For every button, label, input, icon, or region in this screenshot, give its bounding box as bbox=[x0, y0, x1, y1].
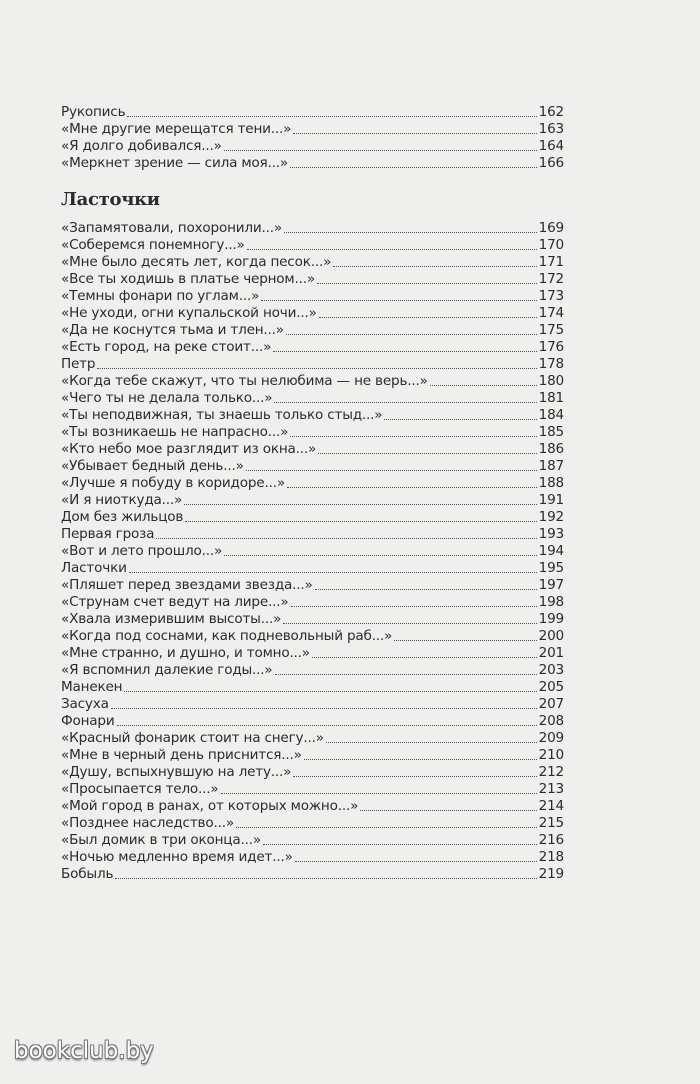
dot-leader bbox=[261, 298, 536, 301]
toc-entry-page: 180 bbox=[538, 373, 564, 389]
toc-entry-title: «Ночью медленно время идет...» bbox=[61, 849, 293, 865]
toc-entry-title: «Душу, вспыхнувшую на лету...» bbox=[61, 764, 292, 780]
toc-entry bbox=[61, 390, 564, 407]
toc-entry bbox=[61, 322, 564, 339]
toc-entry bbox=[61, 611, 564, 628]
toc-entry-title: «И я ниоткуда...» bbox=[61, 492, 183, 508]
toc-entry-title: «Мне странно, и душно, и томно...» bbox=[61, 645, 310, 661]
toc-entry-title: «Кто небо мое разглядит из окна...» bbox=[61, 441, 317, 457]
toc-entry bbox=[61, 155, 564, 172]
toc-entry bbox=[61, 849, 564, 866]
toc-entry-title: «Позднее наследство...» bbox=[61, 815, 234, 831]
dot-leader bbox=[333, 264, 536, 267]
watermark: bookclub.by bbox=[14, 1038, 154, 1064]
toc-entry-title: «Красный фонарик стоит на снегу...» bbox=[61, 730, 324, 746]
toc-entry bbox=[61, 730, 564, 747]
dot-leader bbox=[111, 706, 537, 709]
toc-entry-page: 208 bbox=[538, 713, 564, 729]
toc-list-section bbox=[61, 220, 564, 883]
toc-entry bbox=[61, 645, 564, 662]
dot-leader bbox=[275, 672, 537, 675]
dot-leader bbox=[360, 808, 536, 811]
toc-entry-title: Первая гроза bbox=[61, 526, 155, 542]
dot-leader bbox=[156, 536, 536, 539]
toc-entry-title: «Темны фонари по углам...» bbox=[61, 288, 260, 304]
toc-entry-title: «Да не коснутся тьма и тлен...» bbox=[61, 322, 284, 338]
toc-entry-title: «Мне было десять лет, когда песок...» bbox=[61, 254, 332, 270]
toc-entry-page: 174 bbox=[538, 305, 564, 321]
toc-entry bbox=[61, 509, 564, 526]
toc-entry bbox=[61, 373, 564, 390]
toc-entry bbox=[61, 713, 564, 730]
toc-entry-title: «Лучше я побуду в коридоре...» bbox=[61, 475, 285, 491]
toc-entry-title: «Есть город, на реке стоит...» bbox=[61, 339, 272, 355]
toc-entry-title: Рукопись bbox=[61, 104, 126, 120]
dot-leader bbox=[185, 519, 536, 522]
toc-entry-page: 187 bbox=[538, 458, 564, 474]
toc-entry-page: 169 bbox=[538, 220, 564, 236]
toc-entry bbox=[61, 356, 564, 373]
toc-entry-page: 215 bbox=[538, 815, 564, 831]
toc-entry bbox=[61, 560, 564, 577]
toc-entry-page: 166 bbox=[538, 155, 564, 171]
toc-entry-page: 176 bbox=[538, 339, 564, 355]
toc-entry bbox=[61, 492, 564, 509]
toc-entry-page: 219 bbox=[538, 866, 564, 882]
toc-entry bbox=[61, 339, 564, 356]
toc-entry-page: 185 bbox=[538, 424, 564, 440]
toc-entry-title: «Не уходи, огни купальской ночи...» bbox=[61, 305, 317, 321]
toc-entry-page: 192 bbox=[538, 509, 564, 525]
dot-leader bbox=[384, 417, 536, 420]
toc-entry-title: «Я долго добивался...» bbox=[61, 138, 222, 154]
dot-leader bbox=[236, 825, 537, 828]
toc-entry bbox=[61, 271, 564, 288]
toc-entry bbox=[61, 475, 564, 492]
toc-entry bbox=[61, 679, 564, 696]
dot-leader bbox=[291, 604, 537, 607]
dot-leader bbox=[319, 315, 537, 318]
dot-leader bbox=[394, 638, 536, 641]
toc-entry-page: 197 bbox=[538, 577, 564, 593]
section-heading: Ласточки bbox=[61, 189, 160, 210]
toc-entry-page: 175 bbox=[538, 322, 564, 338]
toc-entry-page: 164 bbox=[538, 138, 564, 154]
toc-entry-page: 212 bbox=[538, 764, 564, 780]
dot-leader bbox=[290, 434, 536, 437]
toc-entry-page: 216 bbox=[538, 832, 564, 848]
toc-entry-page: 195 bbox=[538, 560, 564, 576]
dot-leader bbox=[315, 587, 537, 590]
toc-entry bbox=[61, 407, 564, 424]
dot-leader bbox=[430, 383, 537, 386]
toc-entry-title: Засуха bbox=[61, 696, 109, 712]
toc-entry-page: 181 bbox=[538, 390, 564, 406]
toc-entry bbox=[61, 138, 564, 155]
toc-entry-title: «Был домик в три оконца...» bbox=[61, 832, 261, 848]
toc-entry-title: «Убывает бедный день...» bbox=[61, 458, 244, 474]
dot-leader bbox=[284, 230, 537, 233]
toc-entry-page: 178 bbox=[538, 356, 564, 372]
toc-entry-title: «Хвала измерившим высоты...» bbox=[61, 611, 282, 627]
toc-entry-title: «Ты возникаешь не напрасно...» bbox=[61, 424, 289, 440]
toc-entry-page: 207 bbox=[538, 696, 564, 712]
toc-entry-page: 199 bbox=[538, 611, 564, 627]
toc-entry bbox=[61, 237, 564, 254]
dot-leader bbox=[274, 400, 536, 403]
dot-leader bbox=[326, 740, 537, 743]
toc-entry-page: 184 bbox=[538, 407, 564, 423]
toc-entry-page: 214 bbox=[538, 798, 564, 814]
toc-entry bbox=[61, 254, 564, 271]
toc-entry-title: «Соберемся понемногу...» bbox=[61, 237, 245, 253]
dot-leader bbox=[304, 757, 537, 760]
toc-entry bbox=[61, 747, 564, 764]
dot-leader bbox=[293, 131, 536, 134]
toc-entry-page: 163 bbox=[538, 121, 564, 137]
toc-entry bbox=[61, 577, 564, 594]
toc-entry-page: 188 bbox=[538, 475, 564, 491]
toc-entry-title: Ласточки bbox=[61, 560, 127, 576]
toc-entry-page: 170 bbox=[538, 237, 564, 253]
dot-leader bbox=[295, 859, 537, 862]
dot-leader bbox=[127, 114, 536, 117]
toc-entry-page: 200 bbox=[538, 628, 564, 644]
dot-leader bbox=[246, 468, 537, 471]
dot-leader bbox=[221, 791, 537, 794]
toc-entry-page: 173 bbox=[538, 288, 564, 304]
toc-page bbox=[61, 104, 564, 883]
toc-entry-page: 191 bbox=[538, 492, 564, 508]
toc-entry-page: 171 bbox=[538, 254, 564, 270]
toc-entry-page: 203 bbox=[538, 662, 564, 678]
dot-leader bbox=[247, 247, 537, 250]
toc-entry-page: 198 bbox=[538, 594, 564, 610]
dot-leader bbox=[273, 349, 536, 352]
toc-entry-title: Дом без жильцов bbox=[61, 509, 184, 525]
dot-leader bbox=[224, 553, 537, 556]
toc-entry bbox=[61, 305, 564, 322]
dot-leader bbox=[184, 502, 537, 505]
toc-list-top bbox=[61, 104, 564, 172]
toc-entry-title: «Меркнет зрение — сила моя...» bbox=[61, 155, 288, 171]
toc-entry bbox=[61, 441, 564, 458]
toc-entry-title: «Мне в черный день приснится...» bbox=[61, 747, 302, 763]
dot-leader bbox=[97, 366, 536, 369]
dot-leader bbox=[129, 570, 537, 573]
dot-leader bbox=[287, 485, 537, 488]
toc-entry bbox=[61, 424, 564, 441]
toc-entry-title: «Мой город в ранах, от которых можно...» bbox=[61, 798, 359, 814]
toc-entry-title: «Когда под соснами, как подневольный раб...» bbox=[61, 628, 393, 644]
dot-leader bbox=[312, 655, 537, 658]
toc-entry-title: «Я вспомнил далекие годы...» bbox=[61, 662, 273, 678]
dot-leader bbox=[286, 332, 537, 335]
toc-entry-page: 210 bbox=[538, 747, 564, 763]
toc-entry-title: Фонари bbox=[61, 713, 115, 729]
toc-entry-title: Манекен bbox=[61, 679, 123, 695]
toc-entry bbox=[61, 526, 564, 543]
toc-entry-title: «Когда тебе скажут, что ты нелюбима — не верь...» bbox=[61, 373, 428, 389]
toc-entry-title: Петр bbox=[61, 356, 96, 372]
toc-entry-title: Бобыль bbox=[61, 866, 114, 882]
toc-entry-title: «Ты неподвижная, ты знаешь только стыд...» bbox=[61, 407, 383, 423]
toc-entry-title: «Мне другие мерещатся тени...» bbox=[61, 121, 292, 137]
toc-entry bbox=[61, 832, 564, 849]
toc-entry bbox=[61, 458, 564, 475]
toc-entry-title: «Все ты ходишь в платье черном...» bbox=[61, 271, 315, 287]
toc-entry bbox=[61, 764, 564, 781]
toc-entry-title: «Чего ты не делала только...» bbox=[61, 390, 273, 406]
dot-leader bbox=[263, 842, 537, 845]
toc-entry bbox=[61, 220, 564, 237]
toc-entry bbox=[61, 594, 564, 611]
dot-leader bbox=[318, 451, 537, 454]
toc-entry-title: «Пляшет перед звездами звезда...» bbox=[61, 577, 313, 593]
toc-entry bbox=[61, 288, 564, 305]
toc-entry-title: «Просыпается тело...» bbox=[61, 781, 219, 797]
toc-entry-title: «Вот и лето прошло...» bbox=[61, 543, 223, 559]
toc-entry bbox=[61, 543, 564, 560]
toc-entry-page: 218 bbox=[538, 849, 564, 865]
dot-leader bbox=[117, 723, 537, 726]
dot-leader bbox=[124, 689, 536, 692]
toc-entry-page: 209 bbox=[538, 730, 564, 746]
toc-entry bbox=[61, 662, 564, 679]
toc-entry bbox=[61, 628, 564, 645]
toc-entry bbox=[61, 815, 564, 832]
toc-entry bbox=[61, 798, 564, 815]
toc-entry bbox=[61, 696, 564, 713]
toc-entry-page: 186 bbox=[538, 441, 564, 457]
toc-entry-title: «Струнам счет ведут на лире...» bbox=[61, 594, 289, 610]
toc-entry-page: 201 bbox=[538, 645, 564, 661]
toc-entry-page: 162 bbox=[538, 104, 564, 120]
toc-entry-page: 194 bbox=[538, 543, 564, 559]
toc-entry-page: 205 bbox=[538, 679, 564, 695]
toc-entry-page: 172 bbox=[538, 271, 564, 287]
toc-entry-page: 193 bbox=[538, 526, 564, 542]
dot-leader bbox=[115, 876, 536, 879]
toc-entry bbox=[61, 104, 564, 121]
toc-entry-title: «Запамятовали, похоронили...» bbox=[61, 220, 282, 236]
dot-leader bbox=[283, 621, 536, 624]
toc-entry bbox=[61, 781, 564, 798]
toc-entry bbox=[61, 866, 564, 883]
dot-leader bbox=[224, 148, 537, 151]
toc-entry-page: 213 bbox=[538, 781, 564, 797]
toc-entry bbox=[61, 121, 564, 138]
dot-leader bbox=[317, 281, 537, 284]
dot-leader bbox=[293, 774, 536, 777]
dot-leader bbox=[290, 165, 537, 168]
